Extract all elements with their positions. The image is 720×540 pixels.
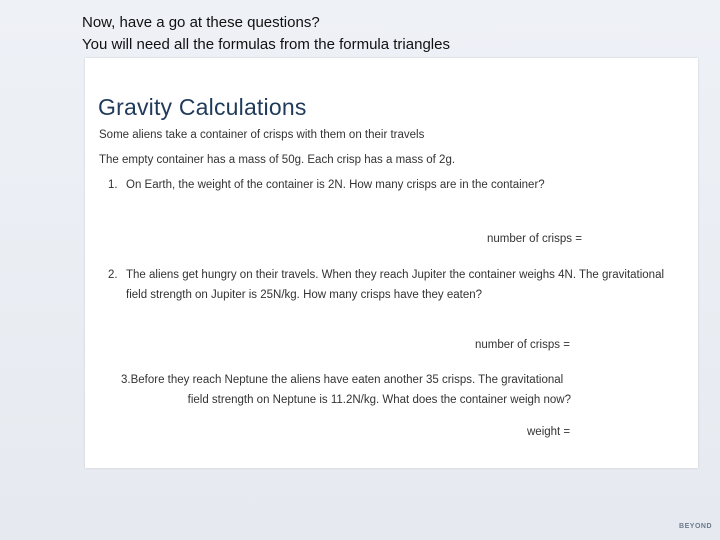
question-1-answer-label: number of crisps =: [487, 233, 582, 245]
question-2-line-2: field strength on Jupiter is 25N/kg. How many crisps have they eaten?: [126, 289, 483, 301]
question-3-line-1: 3.Before they reach Neptune the aliens have eaten another 35 crisps. The gravitational: [121, 374, 564, 386]
header-line-1: Now, have a go at these questions?: [82, 14, 320, 31]
intro-text-1: Some aliens take a container of crisps with them on their travels: [99, 129, 425, 141]
question-3-line-2: field strength on Neptune is 11.2N/kg. What does the container weigh now?: [187, 394, 571, 406]
header-line-2: You will need all the formulas from the formula triangles: [82, 36, 450, 53]
slide-header: [82, 12, 450, 56]
question-1: [108, 175, 545, 195]
question-3: [121, 370, 571, 410]
brand-logo: BEYOND: [679, 523, 712, 530]
worksheet-title: Gravity Calculations: [98, 94, 307, 120]
worksheet: [85, 58, 698, 468]
intro-text-2: The empty container has a mass of 50g. Each crisp has a mass of 2g.: [99, 154, 456, 166]
question-3-answer-label: weight =: [527, 426, 571, 438]
question-2-line-1: The aliens get hungry on their travels. When they reach Jupiter the container weighs 4N. The gravitational: [126, 269, 665, 281]
question-1-text: On Earth, the weight of the container is 2N. How many crisps are in the container?: [126, 179, 545, 191]
question-2-number: 2.: [108, 269, 118, 281]
question-1-number: 1.: [108, 179, 118, 191]
question-2-answer-label: number of crisps =: [475, 339, 570, 351]
question-2: [108, 265, 664, 305]
